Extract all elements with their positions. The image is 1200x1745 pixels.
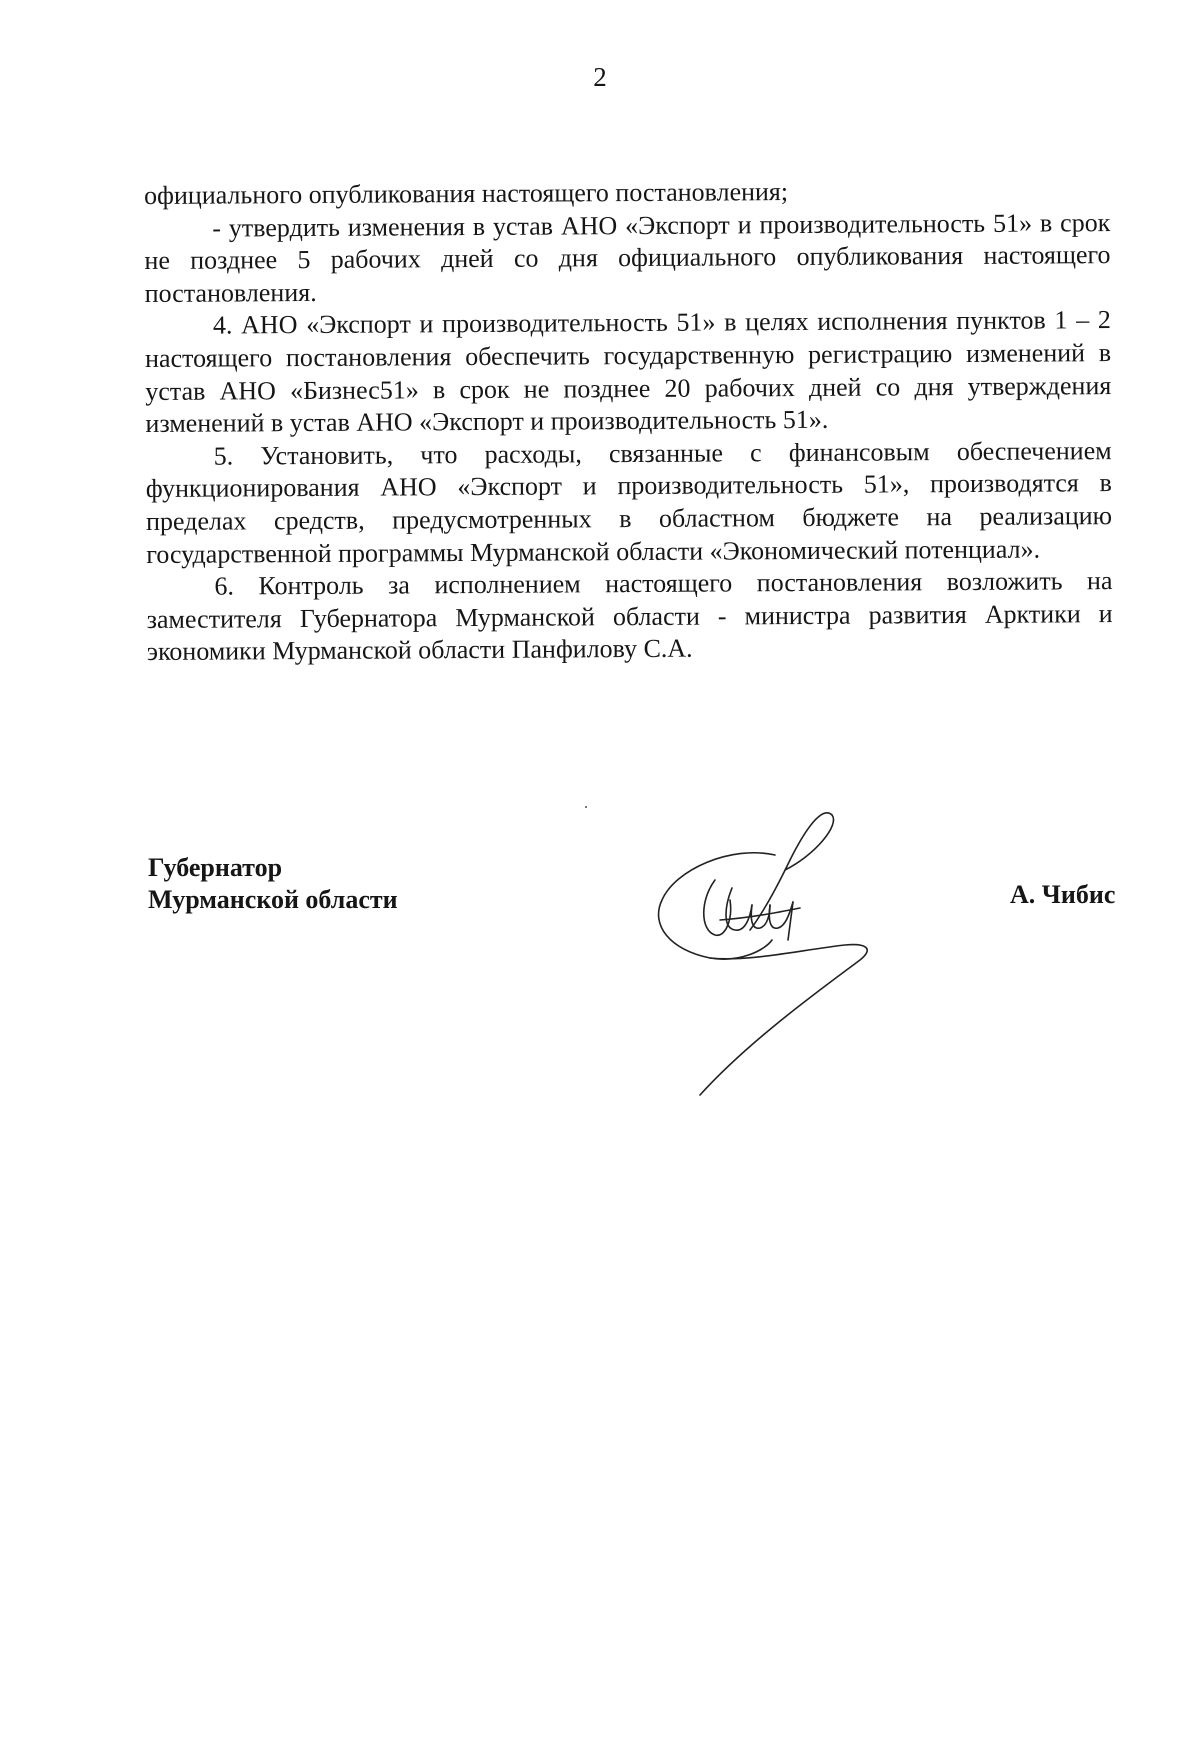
page-number: 2: [593, 62, 607, 92]
signatory-title-line1: Губернатор: [148, 853, 283, 882]
paragraph-item-6: 6. Контроль за исполнением настоящего постановления возложить на заместителя Губернатора Мурманской области - министра развития Арктики и экономики Мурманской области Панфилову С.А.: [146, 566, 1113, 667]
scan-speck: [585, 806, 587, 808]
signatory-title-line2: Мурманской области: [148, 885, 398, 914]
paragraph-item-5: 5. Установить, что расходы, связанные с финансовым обеспечением функционирования АНО «Экспорт и производительность 51», производятся в пределах средств, предусмотренных в областном бюджете на реализацию государственной программы Мурманской области «Экономический потенциал».: [145, 435, 1113, 569]
document-body: [144, 174, 1113, 669]
handwritten-signature: [600, 800, 920, 1100]
paragraph-continuation: официального опубликования настоящего постановления;: [144, 177, 789, 210]
signatory-name: А. Чибис: [1010, 880, 1116, 909]
signatory-title: [148, 852, 398, 916]
paragraph-charter-changes: - утвердить изменения в устав АНО «Экспорт и производительность 51» в срок не позднее 5 рабочих дней со дня официального опубликования настоящего постановления.: [144, 207, 1111, 308]
paragraph-item-4: 4. АНО «Экспорт и производительность 51» в целях исполнения пунктов 1 – 2 настоящего постановления обеспечить государственную регистрацию изменений в устав АНО «Бизнес51» в срок не позднее 20 рабочих дней со дня утверждения изменений в устав АНО «Экспорт и производительность 51».: [145, 305, 1112, 439]
